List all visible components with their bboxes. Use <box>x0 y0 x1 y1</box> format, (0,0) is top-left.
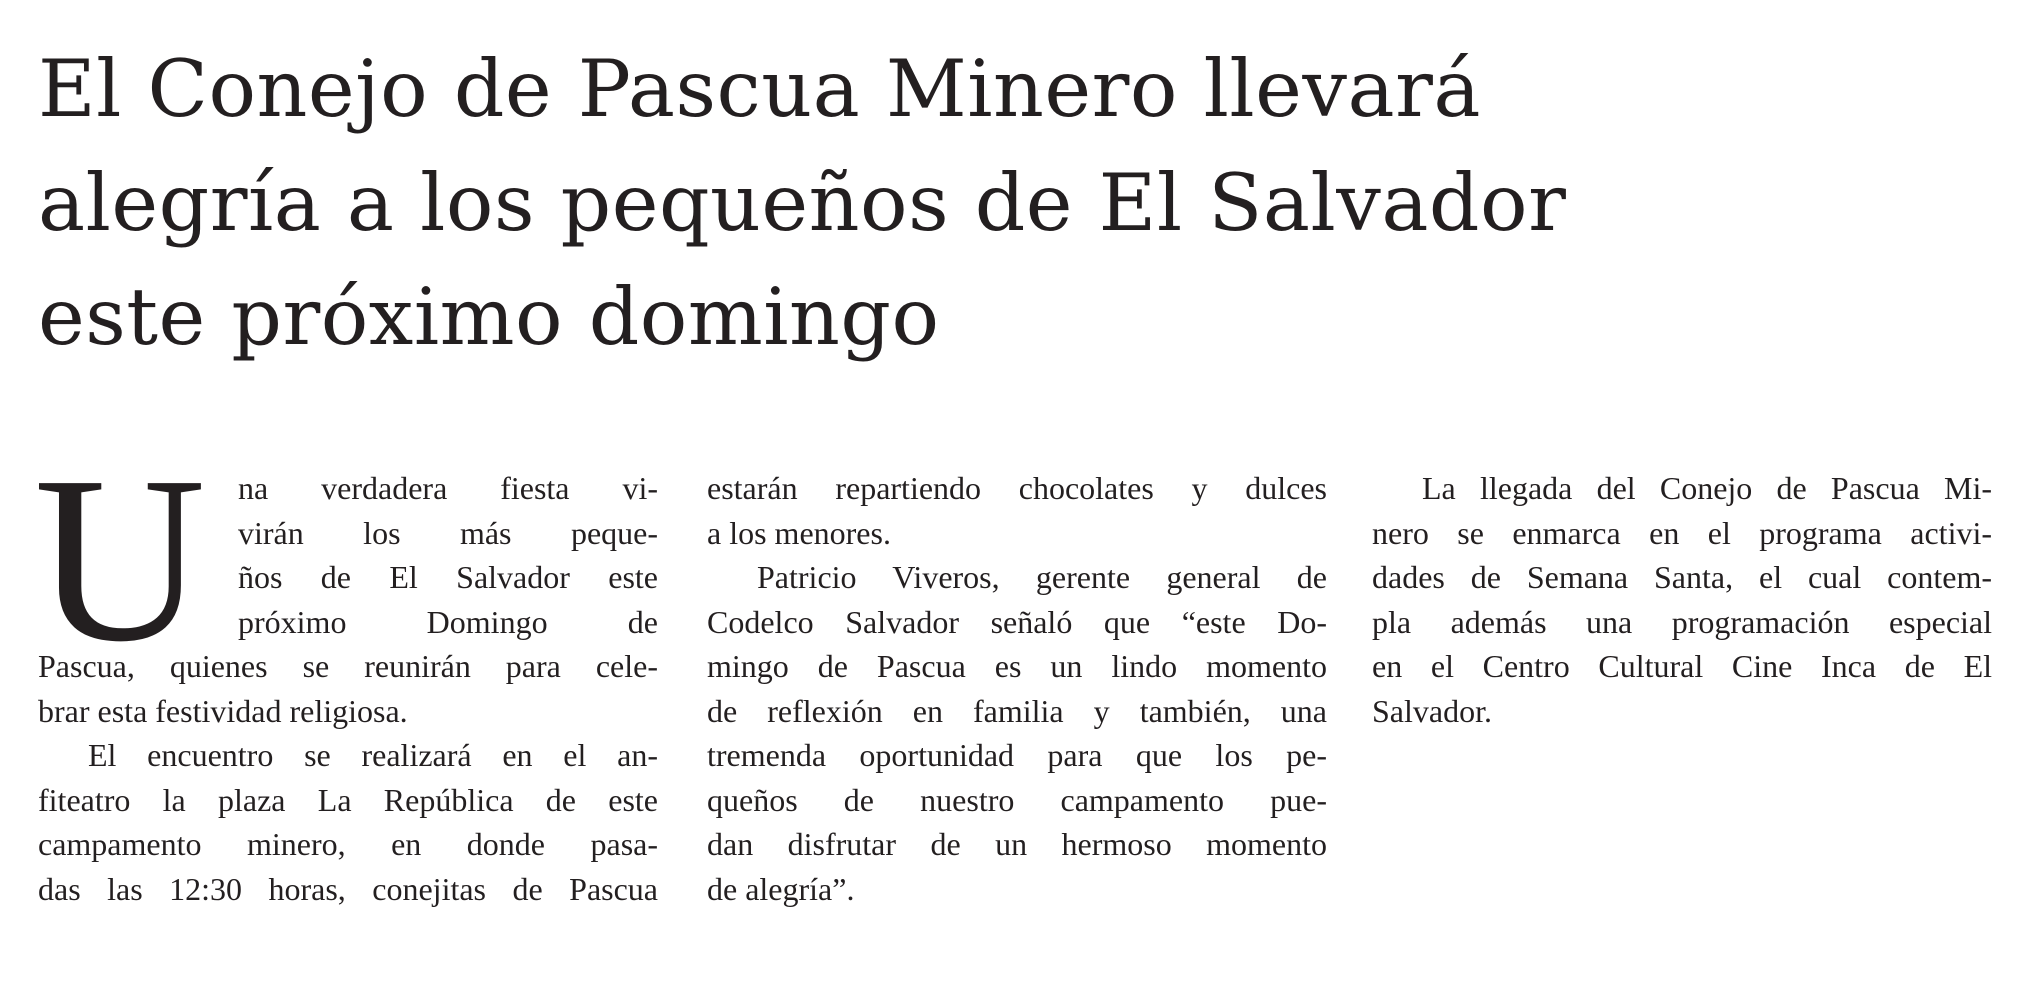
text-line: tremenda oportunidad para que los pe- <box>707 737 1327 773</box>
text-line: a los menores. <box>707 514 891 551</box>
text-line: campamento minero, en donde pasa- <box>38 826 658 862</box>
article-column-1 <box>34 428 658 911</box>
article-column-3 <box>1372 466 1992 733</box>
text-line: de alegría”. <box>707 870 855 907</box>
text-line: na verdadera fiesta vi- <box>238 470 658 506</box>
drop-cap: U <box>34 428 206 691</box>
text-line: estarán repartiendo chocolates y dulces <box>707 470 1327 506</box>
text-line: Pascua, quienes se reunirán para cele- <box>38 648 658 684</box>
text-line: La llegada del Conejo de Pascua Mi- <box>1422 470 1992 506</box>
text-line: en el Centro Cultural Cine Inca de El <box>1372 648 1992 684</box>
headline-line: El Conejo de Pascua Minero llevará <box>38 43 1481 135</box>
text-line: mingo de Pascua es un lindo momento <box>707 648 1327 684</box>
headline-line: alegría a los pequeños de El Salvador <box>38 157 1567 249</box>
text-line: Salvador. <box>1372 692 1492 729</box>
text-line: dades de Semana Santa, el cual contem- <box>1372 559 1992 595</box>
article-headline <box>38 32 1998 374</box>
text-line: Patricio Viveros, gerente general de <box>757 559 1327 595</box>
text-line: ños de El Salvador este <box>238 559 658 595</box>
text-line: próximo Domingo de <box>238 603 658 640</box>
text-line: Codelco Salvador señaló que “este Do- <box>707 603 1327 640</box>
text-line: nero se enmarca en el programa activi- <box>1372 514 1992 551</box>
text-line: dan disfrutar de un hermoso momento <box>707 826 1327 862</box>
article-column-2 <box>707 466 1327 911</box>
text-line: pla además una programación especial <box>1372 603 1992 640</box>
text-line: de reflexión en familia y también, una <box>707 692 1327 729</box>
headline-line: este próximo domingo <box>38 271 940 363</box>
text-line: fiteatro la plaza La República de este <box>38 781 658 818</box>
text-line: das las 12:30 horas, conejitas de Pascua <box>38 870 658 907</box>
text-line: El encuentro se realizará en el an- <box>88 737 658 773</box>
text-line: queños de nuestro campamento pue- <box>707 781 1327 818</box>
text-line: virán los más peque- <box>238 514 658 551</box>
text-line: brar esta festividad religiosa. <box>38 692 408 729</box>
